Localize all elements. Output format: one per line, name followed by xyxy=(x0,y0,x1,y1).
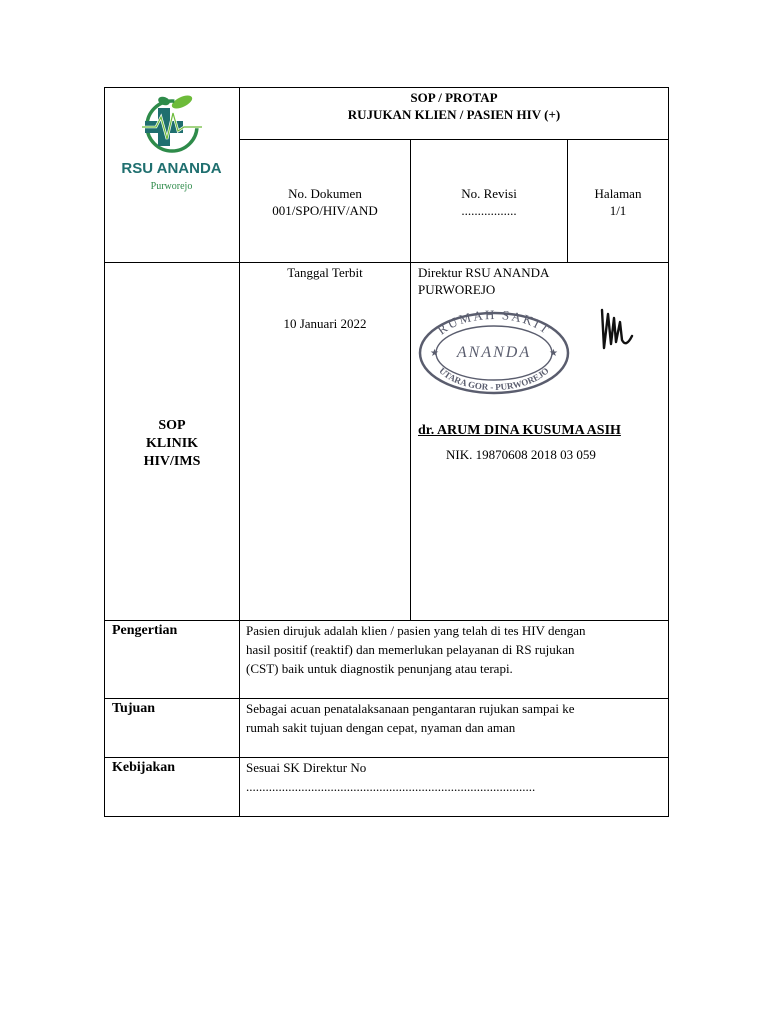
kebijakan-line-2: ......................................................................................... xyxy=(246,779,536,794)
pengertian-line-2: hasil positif (reaktif) dan memerlukan pelayanan di RS rujukan xyxy=(246,642,575,657)
row-label-tujuan: Tujuan xyxy=(112,701,156,716)
section-divider-1 xyxy=(104,262,669,263)
logo-name: RSU ANANDA xyxy=(121,160,222,177)
hospital-stamp xyxy=(414,306,574,396)
logo-city: Purworejo xyxy=(150,181,193,192)
halaman-label: Halaman xyxy=(594,186,642,201)
direktur-title-line-1: Direktur RSU ANANDA xyxy=(418,265,550,280)
no-revisi-label: No. Revisi xyxy=(461,186,517,201)
halaman-cell xyxy=(568,185,668,219)
kebijakan-line-1: Sesuai SK Direktur No xyxy=(246,760,367,775)
row-label-kebijakan: Kebijakan xyxy=(112,760,176,775)
sop-title-line-1: SOP xyxy=(158,418,186,433)
title-line-1: SOP / PROTAP xyxy=(410,90,498,105)
no-dokumen-cell xyxy=(240,185,410,219)
table-border-right xyxy=(668,87,669,817)
stamp-top-text: RUMAH SAKIT xyxy=(434,306,554,338)
sop-title xyxy=(105,417,239,471)
no-dokumen-label: No. Dokumen xyxy=(288,186,362,201)
pengertian-line-3: (CST) baik untuk diagnostik penunjang atau terapi. xyxy=(246,661,513,676)
tujuan-line-2: rumah sakit tujuan dengan cepat, nyaman dan aman xyxy=(246,720,516,735)
title-line-2: RUJUKAN KLIEN / PASIEN HIV (+) xyxy=(347,107,561,122)
direktur-title-line-2: PURWOREJO xyxy=(418,282,496,297)
stamp-star-left-icon: ★ xyxy=(430,348,439,359)
direktur-title xyxy=(418,264,658,298)
sop-title-line-3: HIV/IMS xyxy=(143,454,201,469)
document-title xyxy=(240,89,668,123)
stamp-center-text: ANANDA xyxy=(456,344,532,361)
pengertian-line-1: Pasien dirujuk adalah klien / pasien yang telah di tes HIV dengan xyxy=(246,623,586,638)
row-content-pengertian xyxy=(246,621,666,678)
no-revisi-cell xyxy=(411,185,567,219)
hospital-logo xyxy=(104,87,239,262)
no-revisi-value: ................. xyxy=(461,203,517,218)
director-signature xyxy=(594,296,644,356)
row-content-tujuan xyxy=(246,699,666,737)
tanggal-terbit-label: Tanggal Terbit xyxy=(287,265,363,280)
row-content-kebijakan xyxy=(246,758,666,796)
tujuan-line-1: Sebagai acuan penatalaksanaan pengantaran rujukan sampai ke xyxy=(246,701,575,716)
stamp-bottom-text: UTARA GOR - PURWOREJO xyxy=(437,365,551,393)
no-dokumen-value: 001/SPO/HIV/AND xyxy=(272,203,378,218)
tanggal-terbit-value: 10 Januari 2022 xyxy=(283,316,367,331)
sop-title-line-2: KLINIK xyxy=(145,436,199,451)
table-border-bottom xyxy=(104,816,669,817)
header-divider xyxy=(239,139,669,140)
direktur-name: dr. ARUM DINA KUSUMA ASIH xyxy=(418,423,621,438)
direktur-nik: NIK. 19870608 2018 03 059 xyxy=(446,447,596,462)
svg-text:RUMAH SAKIT xyxy=(434,307,553,338)
row-label-pengertian: Pengertian xyxy=(112,623,178,638)
halaman-value: 1/1 xyxy=(609,203,627,218)
stamp-star-right-icon: ★ xyxy=(549,348,558,359)
